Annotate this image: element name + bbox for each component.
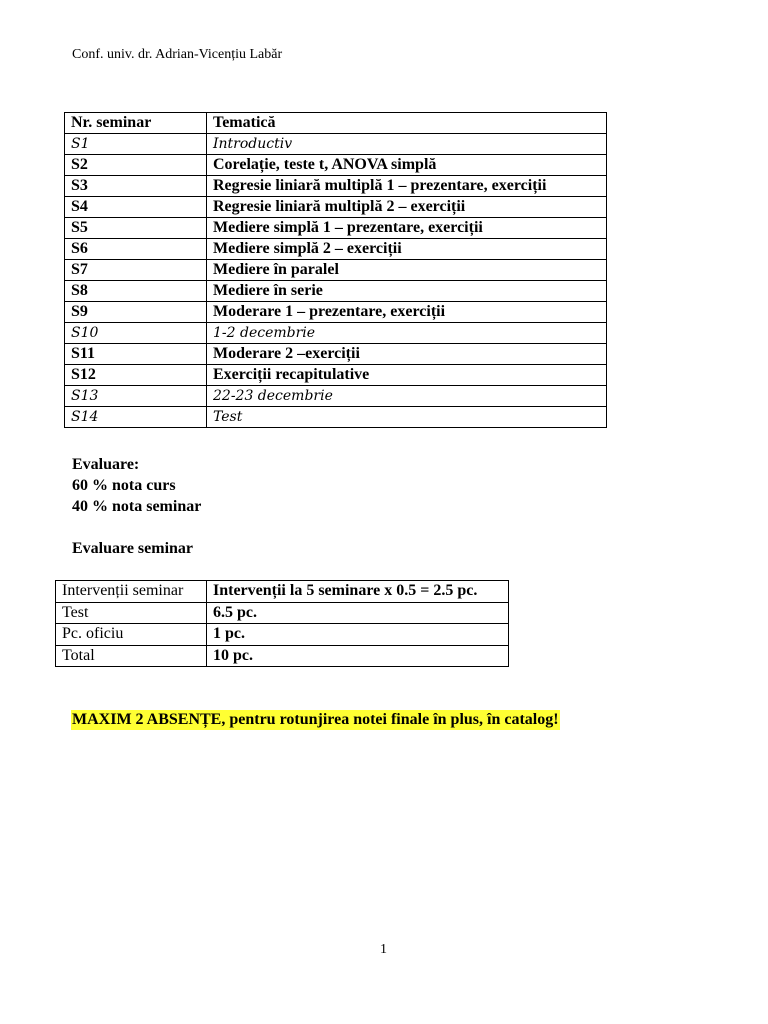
author-line: Conf. univ. dr. Adrian-Vicențiu Labăr xyxy=(72,47,283,62)
grading-points-cell: 10 pc. xyxy=(207,645,509,667)
absence-notice: MAXIM 2 ABSENȚE, pentru rotunjirea notei finale în plus, în catalog! xyxy=(72,711,559,728)
table-row xyxy=(65,134,607,155)
seminar-topic-cell: Mediere în serie xyxy=(207,281,607,302)
table-row xyxy=(65,155,607,176)
seminar-topic-cell: Introductiv xyxy=(207,134,607,155)
table-row xyxy=(65,407,607,428)
grading-item-cell: Pc. oficiu xyxy=(56,624,207,646)
seminar-number-cell: S10 xyxy=(65,323,207,344)
table-row xyxy=(56,581,509,603)
seminar-topic-cell: Regresie liniară multiplă 1 – prezentare, exerciții xyxy=(207,176,607,197)
seminar-topic-cell: Mediere în paralel xyxy=(207,260,607,281)
seminar-schedule-table xyxy=(64,112,607,428)
grading-points-cell: Intervenții la 5 seminare x 0.5 = 2.5 pc. xyxy=(207,581,509,603)
grading-points-cell: 1 pc. xyxy=(207,624,509,646)
evaluation-title: Evaluare: xyxy=(72,456,140,473)
seminar-topic-cell: Moderare 1 – prezentare, exerciții xyxy=(207,302,607,323)
page-number: 1 xyxy=(380,942,387,957)
table-row xyxy=(56,624,509,646)
seminar-number-cell: S13 xyxy=(65,386,207,407)
table-row xyxy=(65,176,607,197)
seminar-topic-cell: Mediere simplă 1 – prezentare, exerciții xyxy=(207,218,607,239)
table-row xyxy=(65,218,607,239)
seminar-topic-cell: Moderare 2 –exerciții xyxy=(207,344,607,365)
table-row xyxy=(56,602,509,624)
table-header-row xyxy=(65,113,607,134)
evaluation-seminar-share: 40 % nota seminar xyxy=(72,498,202,515)
seminar-number-cell: S14 xyxy=(65,407,207,428)
seminar-number-cell: S12 xyxy=(65,365,207,386)
column-header-nr: Nr. seminar xyxy=(65,113,207,134)
seminar-number-cell: S7 xyxy=(65,260,207,281)
seminar-number-cell: S4 xyxy=(65,197,207,218)
table-row xyxy=(56,645,509,667)
table-row xyxy=(65,260,607,281)
seminar-topic-cell: 1-2 decembrie xyxy=(207,323,607,344)
seminar-evaluation-title: Evaluare seminar xyxy=(72,540,194,557)
seminar-number-cell: S2 xyxy=(65,155,207,176)
seminar-number-cell: S3 xyxy=(65,176,207,197)
table-row xyxy=(65,302,607,323)
seminar-number-cell: S5 xyxy=(65,218,207,239)
table-row xyxy=(65,344,607,365)
column-header-topic: Tematică xyxy=(207,113,607,134)
grading-points-cell: 6.5 pc. xyxy=(207,602,509,624)
seminar-topic-cell: Corelație, teste t, ANOVA simplă xyxy=(207,155,607,176)
table-row xyxy=(65,197,607,218)
seminar-grading-table xyxy=(55,580,509,667)
table-row xyxy=(65,365,607,386)
seminar-number-cell: S11 xyxy=(65,344,207,365)
grading-item-cell: Intervenții seminar xyxy=(56,581,207,603)
seminar-topic-cell: Mediere simplă 2 – exerciții xyxy=(207,239,607,260)
evaluation-course-share: 60 % nota curs xyxy=(72,477,176,494)
seminar-topic-cell: Test xyxy=(207,407,607,428)
table-row xyxy=(65,281,607,302)
seminar-number-cell: S9 xyxy=(65,302,207,323)
seminar-number-cell: S1 xyxy=(65,134,207,155)
seminar-topic-cell: 22-23 decembrie xyxy=(207,386,607,407)
table-row xyxy=(65,386,607,407)
grading-item-cell: Test xyxy=(56,602,207,624)
seminar-topic-cell: Regresie liniară multiplă 2 – exerciții xyxy=(207,197,607,218)
seminar-number-cell: S8 xyxy=(65,281,207,302)
seminar-number-cell: S6 xyxy=(65,239,207,260)
table-row xyxy=(65,323,607,344)
table-row xyxy=(65,239,607,260)
seminar-topic-cell: Exerciții recapitulative xyxy=(207,365,607,386)
grading-item-cell: Total xyxy=(56,645,207,667)
